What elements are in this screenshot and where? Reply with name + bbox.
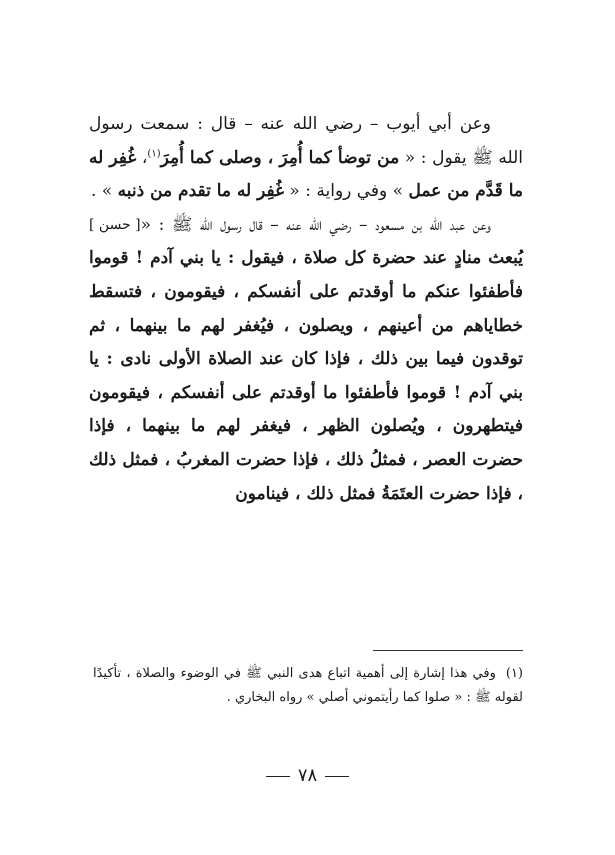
footnote [93,662,523,710]
p1-text-2: ، [136,147,148,168]
page-number: ٧٨ [297,765,318,786]
page-number-dash-right [325,776,349,777]
footnote-separator [373,650,523,651]
p1-text-3: » وفي رواية : « [284,181,409,202]
page-number-line [0,765,615,786]
p1-hadith-1: من توضأ كما أُمِرَ ، وصلى كما أُمِرَ [160,147,400,168]
hadith-grade: [ حسن ] [89,216,141,233]
p1-hadith-3: غُفِر له ما تقدم من ذنبه [117,181,285,202]
p2-hadith: يُبعث منادٍ عند حضرة كل صلاة ، فيقول : يا بني آدم ! قوموا فأطفئوا عنكم ما أوقدتم على أنفسكم ، فيقومون ، فتسقط خطاياهم من أعينهم ، ويصلون ، فيُغفر لهم ما بينهما ، ثم توقدون فيما بين ذلك ، فإذا كان عند الصلاة الأولى نادى : يا بني آدم ! قوموا فأطفئوا ما أوقدتم على أنفسكم ، فيقومون فيتطهرون ، ويُصلون الظهر ، فيغفر لهم ما بينهما ، فإذا حضرت العصر ، فمثلُ ذلك ، فإذا حضرت المغربُ ، فمثل ذلك ، فإذا حضرت العتَمَةُ فمثل ذلك ، فينامون [89,248,523,504]
footnote-number: (١) [505,666,523,681]
page-number-dash-left [266,776,290,777]
p1-hadith-2: غُفِر له ما قَدَّم من عمل [89,147,523,202]
p2-text-1: وعن عبد الله بن مسعود – رضي الله عنه – قال رسول الله ﷺ : « [140,214,491,235]
p1-text-1: وعن أبي أيوب – رضي الله عنه – قال : سمعت رسول الله ﷺ يقول : « [89,114,524,168]
footnote-text: وفي هذا إشارة إلى أهمية اتباع هدى النبي ﷺ في الوضوء والصلاة ، تأكيدًا لقوله ﷺ : « صلوا كما رأيتموني أصلي » رواه البخاري . [93,666,523,705]
footnote-reference[interactable]: (١) [147,147,161,159]
p1-text-4: » . [90,181,118,202]
main-text [89,108,523,511]
paragraph-2 [89,209,523,511]
